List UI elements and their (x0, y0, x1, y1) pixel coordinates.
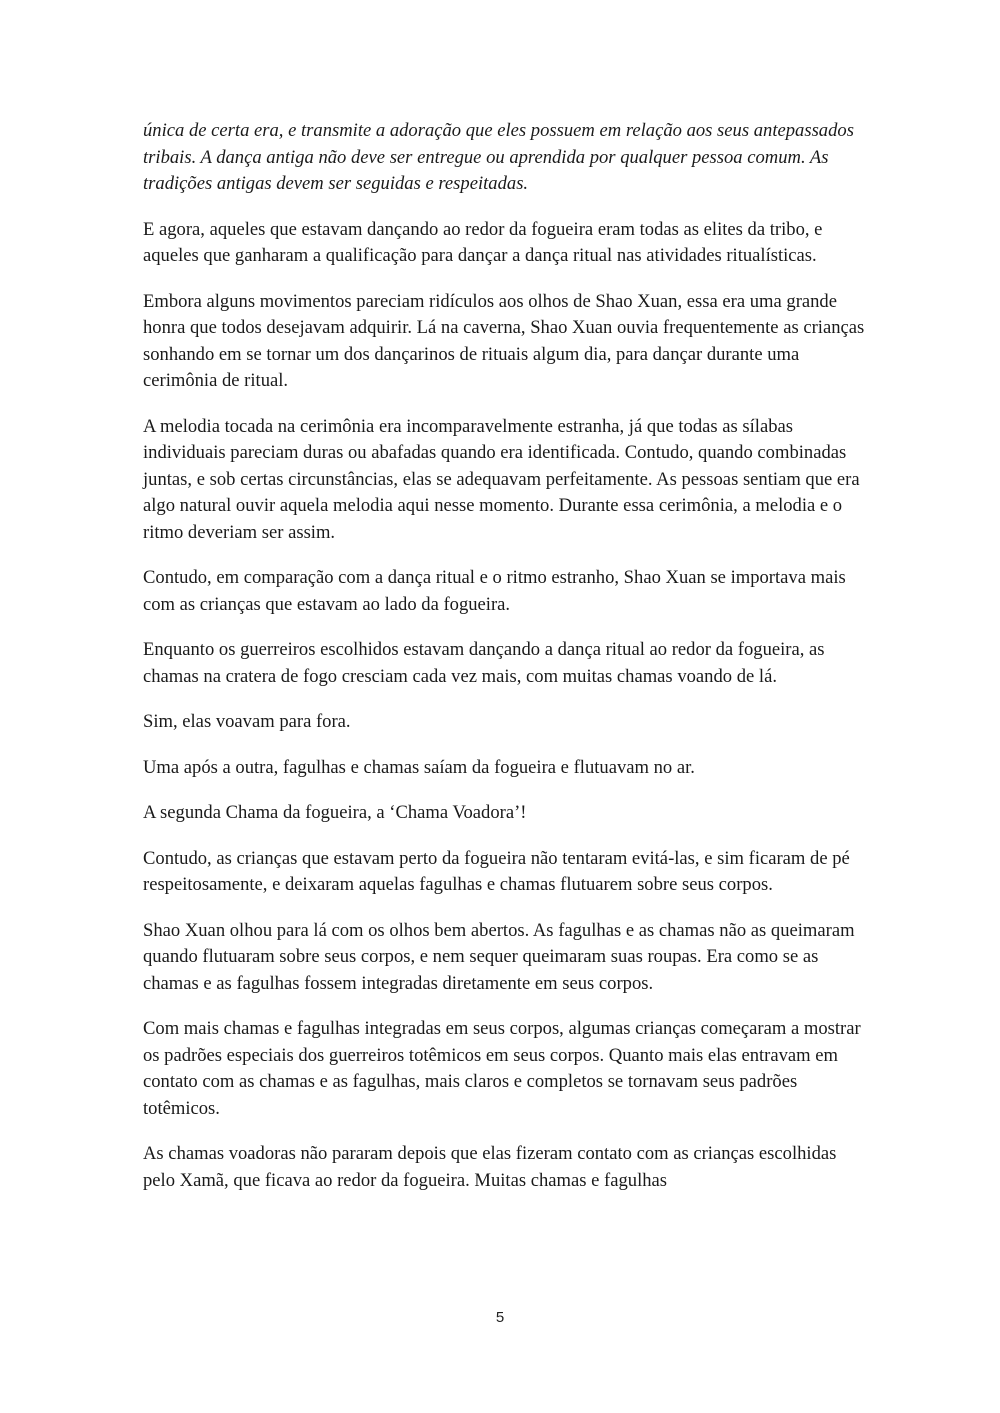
page-number: 5 (495, 1309, 505, 1326)
paragraph-italic-intro: única de certa era, e transmite a adoração que eles possuem em relação aos seus antepassados tribais. A dança antiga não deve ser entregue ou aprendida por qualquer pessoa comum. As tradições antigas devem ser seguidas e respeitadas. (143, 120, 854, 194)
paragraph: E agora, aqueles que estavam dançando ao redor da fogueira eram todas as elites da tribo, e aqueles que ganharam a qualificação para dançar a dança ritual nas atividades ritualísticas. (143, 218, 823, 266)
paragraph: Enquanto os guerreiros escolhidos estavam dançando a dança ritual ao redor da fogueira, as chamas na cratera de fogo cresciam cada vez mais, com muitas chamas voando de lá. (143, 639, 825, 687)
paragraph: Sim, elas voavam para fora. (143, 711, 351, 732)
paragraph: A melodia tocada na cerimônia era incomparavelmente estranha, já que todas as sílabas individuais pareciam duras ou abafadas quando era identificada. Contudo, quando combinadas juntas, e sob certas circunstâncias, elas se adequavam perfeitamente. As pessoas sentiam que era algo natural ouvir aquela melodia aqui nesse momento. Durante essa cerimônia, a melodia e o ritmo deveriam ser assim. (143, 415, 860, 543)
paragraph: Uma após a outra, fagulhas e chamas saíam da fogueira e flutuavam no ar. (143, 756, 695, 778)
paragraph: As chamas voadoras não pararam depois que elas fizeram contato com as crianças escolhidas pelo Xamã, que ficava ao redor da fogueira. Muitas chamas e fagulhas (143, 1143, 837, 1191)
paragraph: Embora alguns movimentos pareciam ridículos aos olhos de Shao Xuan, essa era uma grande honra que todos desejavam adquirir. Lá na caverna, Shao Xuan ouvia frequentemente as crianças sonhando em se tornar um dos dançarinos de rituais algum dia, para dançar durante uma cerimônia de ritual. (143, 290, 865, 391)
document-body (143, 118, 865, 1213)
paragraph: Com mais chamas e fagulhas integradas em seus corpos, algumas crianças começaram a mostrar os padrões especiais dos guerreiros totêmicos em seus corpos. Quanto mais elas entravam em contato com as chamas e as fagulhas, mais claros e completos se tornavam seus padrões totêmicos. (143, 1018, 861, 1119)
paragraph: Shao Xuan olhou para lá com os olhos bem abertos. As fagulhas e as chamas não as queimaram quando flutuaram sobre seus corpos, e nem sequer queimaram suas roupas. Era como se as chamas e as fagulhas fossem integradas diretamente em seus corpos. (143, 919, 855, 994)
paragraph: Contudo, em comparação com a dança ritual e o ritmo estranho, Shao Xuan se importava mais com as crianças que estavam ao lado da fogueira. (143, 567, 846, 615)
paragraph: Contudo, as crianças que estavam perto da fogueira não tentaram evitá-las, e sim ficaram de pé respeitosamente, e deixaram aquelas fagulhas e chamas flutuarem sobre seus corpos. (143, 847, 850, 895)
paragraph: A segunda Chama da fogueira, a ‘Chama Voadora’! (143, 802, 527, 823)
